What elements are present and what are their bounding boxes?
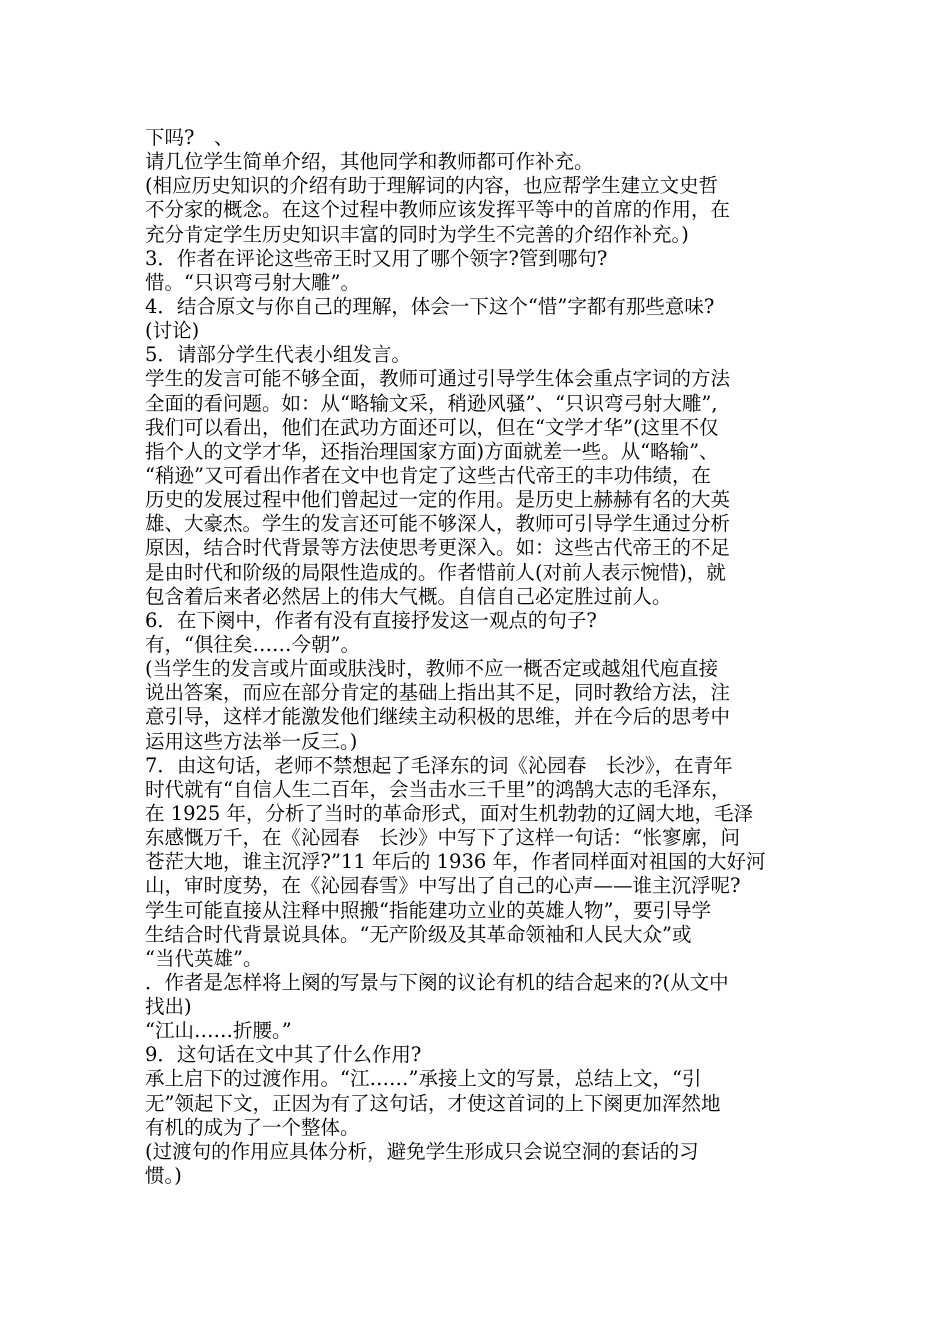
text-line: 在 1925 年，分析了当时的革命形式，面对生机勃勃的辽阔大地，毛泽 — [145, 801, 754, 825]
text-line: (当学生的发言或片面或肤浅时，教师不应一概否定或越俎代庖直接 — [145, 657, 719, 681]
question-9: 9．这句话在文中其了什么作用? — [145, 1043, 422, 1067]
text-line: 惜。“只识弯弓射大雕”。 — [145, 270, 360, 294]
text-line: 不分家的概念。在这个过程中教师应该发挥平等中的首席的作用，在 — [145, 198, 731, 222]
text-line: (讨论) — [145, 319, 200, 343]
text-line: 无”领起下文，正因为有了这句话，才使这首词的上下阕更加浑然地 — [145, 1091, 721, 1115]
text-line: 运用这些方法举一反三。) — [145, 729, 358, 753]
text-line: 有机的成为了一个整体。 — [145, 1115, 360, 1139]
question-8: ．作者是怎样将上阕的写景与下阕的议论有机的结合起来的?(从文中 — [145, 970, 729, 994]
text-line: 惯。) — [145, 1164, 182, 1188]
question-5: 5．请部分学生代表小组发言。 — [145, 343, 411, 367]
text-line: 指个人的文学才华，还指治理国家方面)方面就差一些。从“略输”、 — [145, 439, 719, 463]
text-line: 原因，结合时代背景等方法使思考更深入。如：这些古代帝王的不足 — [145, 536, 731, 560]
text-line: 请几位学生简单介绍，其他同学和教师都可作补充。 — [145, 150, 594, 174]
text-line: 历史的发展过程中他们曾起过一定的作用。是历史上赫赫有名的大英 — [145, 488, 731, 512]
document-body — [145, 126, 810, 1188]
question-3: 3．作者在评论这些帝王时又用了哪个领字?管到哪句? — [145, 246, 608, 270]
text-line: 雄、大豪杰。学生的发言还可能不够深人，教师可引导学生通过分析 — [145, 512, 731, 536]
text-line: (过渡句的作用应具体分析，避免学生形成只会说空洞的套话的习 — [145, 1139, 699, 1163]
text-line: 我们可以看出，他们在武功方面还可以，但在“文学才华”(这里不仅 — [145, 415, 719, 439]
question-4: 4．结合原文与你自己的理解，体会一下这个“惜”字都有那些意味? — [145, 294, 715, 318]
text-line: 包含着后来者必然居上的伟大气概。自信自己必定胜过前人。 — [145, 584, 672, 608]
text-line: 苍茫大地，谁主沉浮?”11 年后的 1936 年，作者同样面对祖国的大好河 — [145, 850, 766, 874]
text-line: 说出答案，而应在部分肯定的基础上指出其不足，同时教给方法，注 — [145, 681, 731, 705]
text-line: 意引导，这样才能激发他们继续主动积极的思维，并在今后的思考中 — [145, 705, 731, 729]
question-6: 6．在下阕中，作者有没有直接抒发这一观点的句子? — [145, 608, 597, 632]
text-line: 找出) — [145, 995, 192, 1019]
text-line: “当代英雄”。 — [145, 946, 263, 970]
text-line: 是由时代和阶级的局限性造成的。作者惜前人(对前人表示惋惜)，就 — [145, 560, 726, 584]
text-line: 全面的看问题。如：从“略输文采，稍逊风骚”、“只识弯弓射大雕”, — [145, 391, 718, 415]
text-line: 充分肯定学生历史知识丰富的同时为学生不完善的介绍作补充。) — [145, 222, 689, 246]
text-line: 生结合时代背景说具体。“无产阶级及其革命领袖和人民大众”或 — [145, 922, 692, 946]
text-line: 学生可能直接从注释中照搬“指能建功立业的英雄人物”，要引导学 — [145, 898, 711, 922]
text-line: (相应历史知识的介绍有助于理解词的内容，也应帮学生建立文史哲 — [145, 174, 719, 198]
text-line: 东感慨万千，在《沁园春 长沙》中写下了这样一句话：“怅寥廓，问 — [145, 826, 740, 850]
text-line: 承上启下的过渡作用。“江……”承接上文的写景，总结上文，“引 — [145, 1067, 702, 1091]
text-line: 时代就有“自信人生二百年，会当击水三千里”的鸿鹄大志的毛泽东， — [145, 777, 731, 801]
question-7: 7．由这句话，老师不禁想起了毛泽东的词《沁园春 长沙》，在青年 — [145, 753, 733, 777]
text-line: “稍逊”又可看出作者在文中也肯定了这些古代帝王的丰功伟绩，在 — [145, 463, 711, 487]
text-line: “江山……折腰。” — [145, 1019, 292, 1043]
text-line: 山，审时度势，在《沁园春雪》中写出了自己的心声——谁主沉浮呢? — [145, 874, 741, 898]
text-line: 下吗? 、 — [145, 126, 234, 149]
text-line: 学生的发言可能不够全面，教师可通过引导学生体会重点字词的方法 — [145, 367, 731, 391]
text-line: 有，“俱往矣……今朝”。 — [145, 632, 360, 656]
